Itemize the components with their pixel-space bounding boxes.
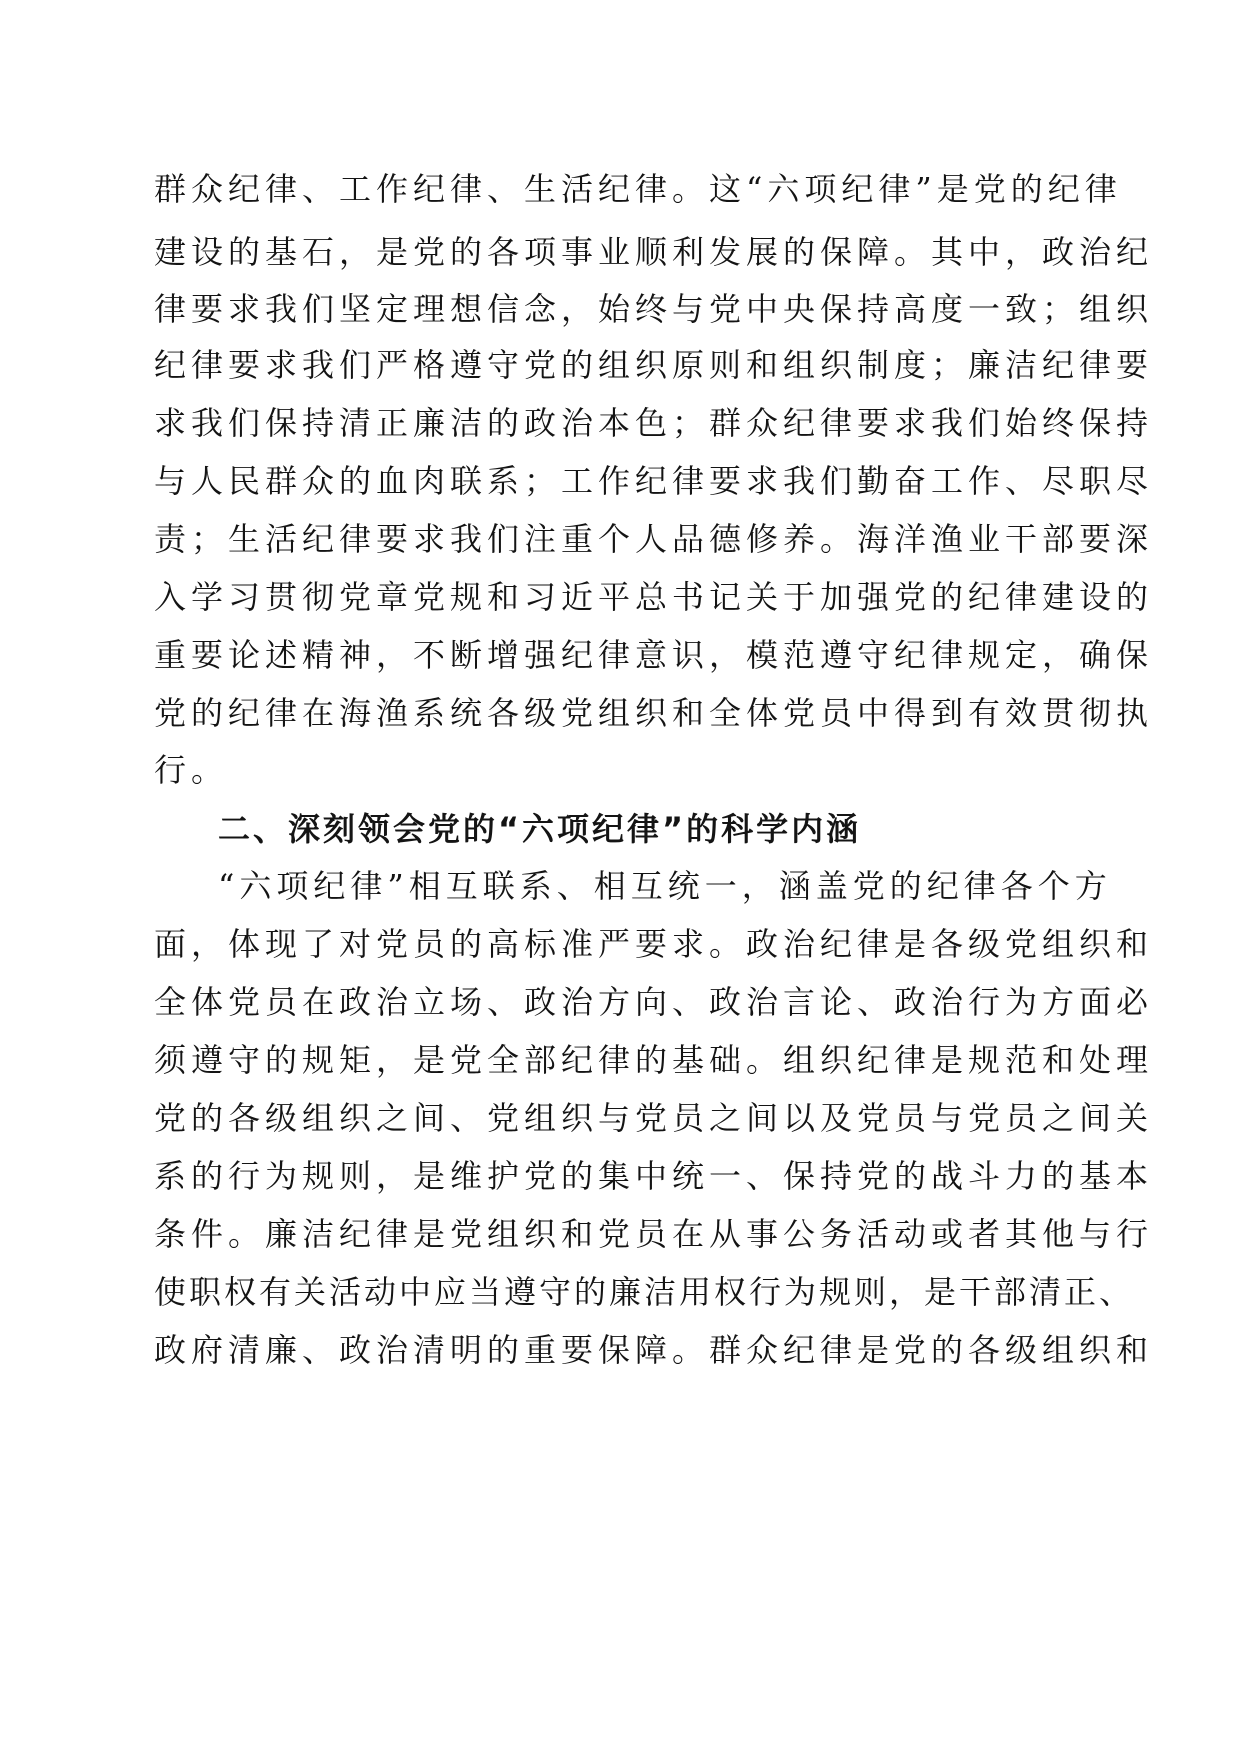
paragraph-2-line: 使职权有关活动中应当遵守的廉洁用权行为规则，是干部清正、 <box>154 1273 1135 1311</box>
paragraph-2-line: 党的各级组织之间、党组织与党员之间以及党员与党员之间关 <box>154 1099 1154 1137</box>
paragraph-1-line: 入学习贯彻党章党规和习近平总书记关于加强党的纪律建设的 <box>154 578 1154 616</box>
paragraph-1-line: 行。 <box>154 751 229 789</box>
paragraph-1-line: 纪律要求我们严格遵守党的组织原则和组织制度；廉洁纪律要 <box>154 346 1154 384</box>
paragraph-2-line: 全体党员在政治立场、政治方向、政治言论、政治行为方面必 <box>154 983 1154 1021</box>
paragraph-2-line: 条件。廉洁纪律是党组织和党员在从事公务活动或者其他与行 <box>154 1215 1154 1253</box>
paragraph-2-line: 须遵守的规矩，是党全部纪律的基础。组织纪律是规范和处理 <box>154 1041 1154 1079</box>
paragraph-2-line: “六项纪律”相互联系、相互统一，涵盖党的纪律各个方 <box>218 867 1112 905</box>
paragraph-1-line: 律要求我们坚定理想信念，始终与党中央保持高度一致；组织 <box>154 290 1154 328</box>
paragraph-2-line: 政府清廉、政治清明的重要保障。群众纪律是党的各级组织和 <box>154 1331 1154 1369</box>
paragraph-1-line: 建设的基石，是党的各项事业顺利发展的保障。其中，政治纪 <box>154 233 1154 271</box>
paragraph-1-line: 党的纪律在海渔系统各级党组织和全体党员中得到有效贯彻执 <box>154 694 1154 732</box>
paragraph-1-line: 与人民群众的血肉联系；工作纪律要求我们勤奋工作、尽职尽 <box>154 462 1154 500</box>
paragraph-2-line: 系的行为规则，是维护党的集中统一、保持党的战斗力的基本 <box>154 1157 1154 1195</box>
paragraph-2-line: 面，体现了对党员的高标准严要求。政治纪律是各级党组织和 <box>154 925 1154 963</box>
paragraph-1-line: 责；生活纪律要求我们注重个人品德修养。海洋渔业干部要深 <box>154 520 1154 558</box>
paragraph-1-line: 重要论述精神，不断增强纪律意识，模范遵守纪律规定，确保 <box>154 636 1154 674</box>
paragraph-1-line: 群众纪律、工作纪律、生活纪律。这“六项纪律”是党的纪律 <box>154 170 1122 208</box>
section-heading: 二、深刻领会党的“六项纪律”的科学内涵 <box>218 810 862 848</box>
paragraph-1-line: 求我们保持清正廉洁的政治本色；群众纪律要求我们始终保持 <box>154 404 1154 442</box>
